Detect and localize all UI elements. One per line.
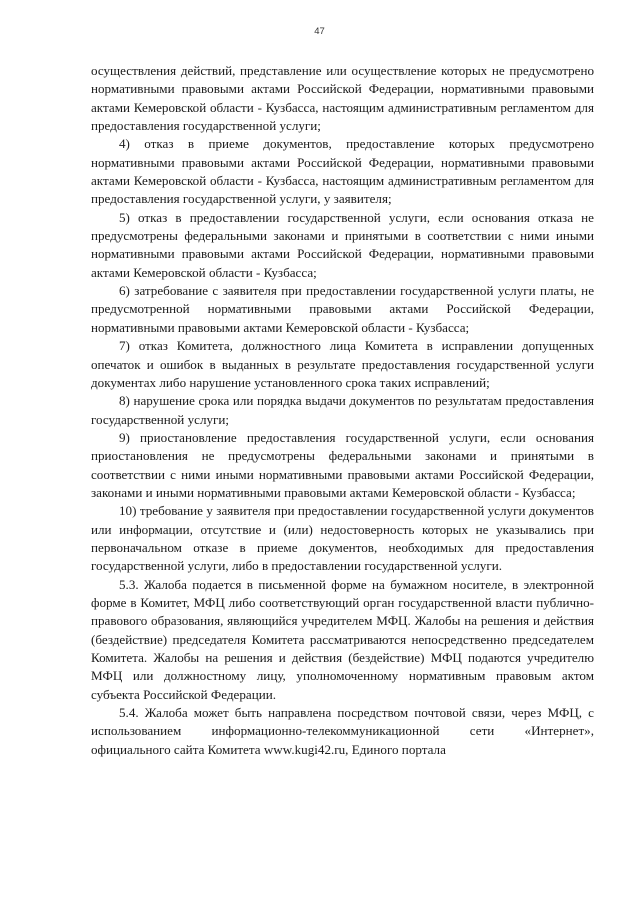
paragraph-1: осуществления действий, представление или осуществление которых не предусмотрено нормативными правовыми актами Российской Федерации, нормативными правовыми актами Кемеровской области - Кузбасса, настоящим административным регламентом для предоставления государственной услуги; (91, 63, 594, 134)
page-number: 47 (314, 26, 325, 37)
paragraph-9: 5.3. Жалоба подается в письменной форме на бумажном носителе, в электронной форме в Комитет, МФЦ либо соответствующий орган государственной власти публично-правового образования, являющийся учредителем МФЦ. Жалобы на решения и действия (бездействие) председателя Комитета рассматриваются непосредственно председателем Комитета. Жалобы на решения и действия (бездействие) МФЦ подаются учредителю МФЦ или должностному лицу, уполномоченному нормативным правовым актом субъекта Российской Федерации. (91, 576, 594, 702)
paragraph-7: 9) приостановление предоставления государственной услуги, если основания приостановления не предусмотрены федеральными законами и принятыми в соответствии с ними иными нормативными правовыми актами Российской Федерации, законами и иными нормативными правовыми актами Кемеровской области - Кузбасса; (91, 429, 594, 500)
paragraph-3: 5) отказ в предоставлении государственной услуги, если основания отказа не предусмотрены федеральными законами и принятыми в соответствии с ними иными нормативными правовыми актами Российской Федерации, нормативными правовыми актами Кемеровской области - Кузбасса; (91, 209, 594, 280)
paragraph-5: 7) отказ Комитета, должностного лица Комитета в исправлении допущенных опечаток и ошибок в выданных в результате предоставления государственной услуги документах либо нарушение установленного срока таких исправлений; (91, 338, 594, 390)
paragraph-10: 5.4. Жалоба может быть направлена посредством почтовой связи, через МФЦ, с использованием информационно-телекоммуникационной сети «Интернет», официального сайта Комитета www.kugi42.ru, Единого портала (91, 705, 594, 757)
document-body (91, 62, 594, 759)
paragraph-2: 4) отказ в приеме документов, предоставление которых предусмотрено нормативными правовыми актами Российской Федерации, нормативными правовыми актами Кемеровской области - Кузбасса, настоящим административным регламентом для предоставления государственной услуги, у заявителя; (91, 136, 594, 207)
paragraph-4: 6) затребование с заявителя при предоставлении государственной услуги платы, не предусмотренной нормативными правовыми актами Российской Федерации, нормативными правовыми актами Кемеровской области - Кузбасса; (91, 283, 594, 335)
paragraph-6: 8) нарушение срока или порядка выдачи документов по результатам предоставления государственной услуги; (91, 393, 594, 427)
paragraph-8: 10) требование у заявителя при предоставлении государственной услуги документов или информации, отсутствие и (или) недостоверность которых не указывались при первоначальном отказе в приеме документов, необходимых для предоставления государственной услуги, либо в предоставлении государственной услуги. (91, 503, 594, 574)
